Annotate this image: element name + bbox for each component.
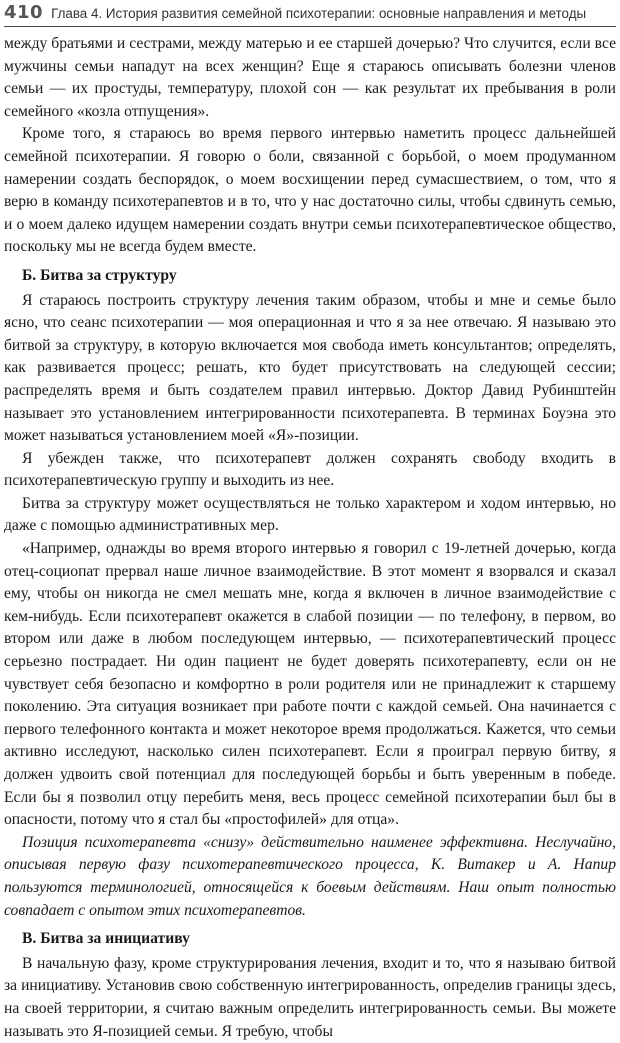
running-header [4,2,616,27]
chapter-title: Глава 4. История развития семейной психотерапии: основные направления и методы [51,6,587,21]
page-number: 410 [4,2,44,23]
paragraph-8: В начальную фазу, кроме структурирования лечения, входит и то, что я называю битвой за инициативу. Установив свою собственную интегрированность, определив границы здесь, на своей территории, я считаю важным определить интегрированность семьи. Вы можете называть это Я-позицией семьи. Я требую, чтобы [4,954,616,1040]
paragraph-5: Битва за структуру может осуществляться не только характером и ходом интервью, но даже с помощью административных мер. [4,494,616,535]
section-heading-b: Б. Битва за структуру [22,266,177,284]
paragraph-2: Кроме того, я стараюсь во время первого интервью наметить процесс дальнейшей семейной психотерапии. Я говорю о боли, связанной с борьбой, о моем продуманном намерении создать беспорядок, о моем восхищении перед сумасшествием, о том, что я верю в команду психотерапевтов и в то, что у нас достаточно силы, чтобы сдвинуть семью, и о моем далеко идущем намерении создать внутри семьи психотерапевтическое общество, поскольку мы не всегда будем вместе. [4,125,616,256]
paragraph-7-italic: Позиция психотерапевта «снизу» действительно наименее эффективна. Неслучайно, описывая первую фазу психотерапевтического процесса, К. Витакер и А. Напир пользуются терминологией, относящейся к боевым действиям. Наш опыт полностью совпадает с опытом этих психотерапевтов. [4,833,616,919]
section-heading-v: В. Битва за инициативу [22,930,190,948]
body-text [4,33,616,1043]
paragraph-4: Я убежден также, что психотерапевт должен сохранять свободу входить в психотерапевтическую группу и выходить из нее. [4,449,616,490]
paragraph-1: между братьями и сестрами, между матерью и ее старшей дочерью? Что случится, если все мужчины семьи нападут на всех женщин? Еще я стараюсь описывать болезни членов семьи — их простуды, температуру, плохой сон — как результат их пребывания в роли семейного «козла отпущения». [4,35,616,120]
paragraph-6-quote: «Например, однажды во время второго интервью я говорил с 19-летней дочерью, когда отец-социопат прервал наше личное взаимодействие. В этот момент я взорвался и сказал ему, чтобы он никогда не смел мешать мне, когда я включен в личное взаимодействие с кем-нибудь. Если психотерапевт окажется в слабой позиции — по телефону, в первом, во втором или даже в любом последующем интервью, — психотерапевтический процесс серьезно пострадает. Ни один пациент не будет доверять психотерапевту, если он не чувствует себя безопасно и комфортно в роли родителя или не принадлежит к старшему поколению. Эта ситуация возникает при работе почти с каждой семьей. Она начинается с первого телефонного контакта и может некоторое время продолжаться. Кажется, что семьи активно исследуют, насколько силен психотерапевт. Если я проиграл первую битву, я должен удвоить свой потенциал для последующей борьбы и быть уверенным в победе. Если бы я позволил отцу перебить меня, весь процесс семейной психотерапии был бы в опасности, потому что я стал бы «простофилей» для отца». [4,540,616,829]
paragraph-3: Я стараюсь построить структуру лечения таким образом, чтобы и мне и семье было ясно, что сеанс психотерапии — моя операционная и что я за нее отвечаю. Я называю это битвой за структуру, в которую включается моя свобода иметь консультантов; определять, как развивается процесс; решать, кто будет присутствовать на следующей сессии; распределять время и быть создателем правил интервью. Доктор Давид Рубинштейн называет это установлением интегрированности психотерапевта. В терминах Боуэна это может называться установлением моей «Я»-позиции. [4,291,616,445]
